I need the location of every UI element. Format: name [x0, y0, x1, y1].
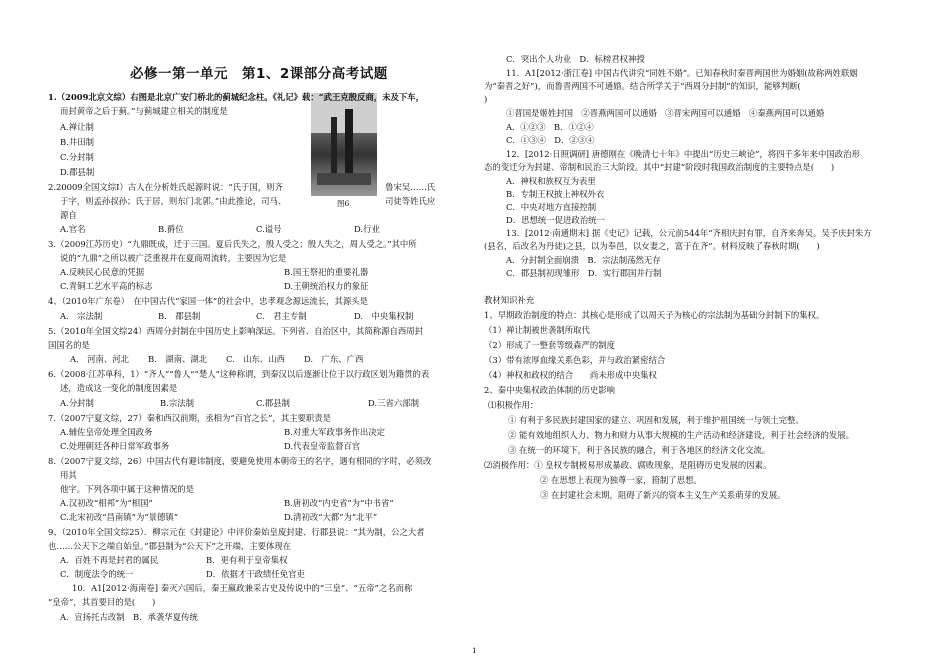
option: B．更有利于皇帝集权: [206, 555, 288, 565]
option: A.禅让制: [60, 122, 94, 132]
question-12-stem: 12．[2012·日照调研] 唐德刚在《晚清七十年》中提出“历史三峡论”，将四千多年来中国政治形: [506, 149, 860, 159]
option: A. 宗法制: [60, 311, 103, 321]
question-2-stem-cont: 鲁宋吴……氏: [385, 182, 436, 192]
option: A. 河南、河北: [70, 354, 129, 364]
supplement-point-1: 1、早期政治制度的特点：其核心是形成了以周天子为核心的宗法制为基础分封制下的集权。: [484, 310, 825, 320]
question-9-stem: 9、（2010年全国文综25）．柳宗元在《封建论》中评价秦始皇废封建、行郡县说：“其为制，公之大者: [48, 527, 425, 537]
option: B. 郡县制: [158, 311, 201, 321]
question-2-stem: 2.20009全国文综Ⅰ）古人在分析姓氏起源时说：“氏于国，则齐: [48, 182, 283, 192]
question-8-stem-3: 他字。下列各项中属于这种情况的是: [60, 484, 194, 494]
supplement-point-1-3: （3）带有浓厚血缘关系色彩，并与政治紧密结合: [484, 355, 666, 365]
option: C.青铜工艺水平高的标志: [60, 281, 153, 291]
option: A．神权和族权互为表里: [506, 176, 596, 186]
option: D.清初改“大都”为“北平”: [284, 512, 378, 522]
question-6-stem-2: 述，造成这一变化的制度因素是: [60, 383, 178, 393]
option: B. 湖南、湖北: [148, 354, 208, 364]
negative-effect-2: ② 在思想上表现为独尊一家，箝制了思想。: [540, 475, 702, 485]
option: B．专制王权披上神权外衣: [506, 189, 605, 199]
option: B.宗法制: [160, 398, 194, 408]
positive-effect-1: ① 有利于多民族封建国家的建立、巩固和发展，利于维护祖国统一与领土完整。: [508, 415, 804, 425]
option: C.谥号: [256, 224, 282, 234]
photo-caption: 图6: [337, 199, 350, 208]
option: D.郡县制: [60, 167, 95, 177]
question-12-stem-2: 态的变迁分为封建、帝制和民治三大阶段。其中“封建”阶段时我国政治制度的主要特点是( ): [484, 162, 835, 172]
negative-effects: ⑵消极作用：① 皇权专制极易形成暴政、腐败现象，是阻碍历史发展的因素。: [484, 460, 772, 470]
supplement-point-2: 2、秦中央集权政治体制的历史影响: [484, 385, 615, 395]
option: C．中央对地方直接控制: [506, 202, 597, 212]
question-7-stem: 7.（2007宁夏文综，27）秦和西汉前期，丞相为“百官之长”，其主要职责是: [48, 413, 332, 423]
question-13-stem: 13．[2012·南通期末] 据《史记》记载，公元前544年“齐相庆封有罪，自齐来奔吴。吴予庆封朱方: [506, 228, 872, 238]
question-4-options: [60, 310, 452, 323]
option: D．依据才干政绩任免官吏: [206, 569, 305, 579]
question-5-stem-2: 国国名的是: [48, 340, 90, 350]
question-1-stem-2: 而封黄帝之后于蓟。”与蓟城建立相关的制度是: [60, 106, 228, 116]
question-8-stem-2: 用其: [60, 470, 77, 480]
question-2-stem-2: 于字，则孟孙叔孙；氏于居，则东门北郭。”由此推论，司马、: [60, 196, 287, 206]
question-11-options: A．①②③ B．①②④: [506, 122, 594, 132]
option: A.辅佐皇帝处理全国政务: [60, 427, 153, 437]
question-2-options: [60, 223, 452, 236]
negative-effect-3: ③ 在封建社会末期，阻碍了新兴的资本主义生产关系萌芽的发展。: [540, 490, 786, 500]
option: A.分封制: [60, 398, 94, 408]
option: D.王朝统治权力的象征: [284, 281, 369, 291]
option: B.对重大军政事务作出决定: [284, 427, 385, 437]
option: D．思想统一促进政治统一: [506, 215, 605, 225]
option: D.三省六部制: [368, 398, 419, 408]
question-13-options: A．分封制全面崩溃 B．宗法制荡然无存: [506, 255, 661, 265]
question-5-options: [70, 353, 382, 366]
positive-effect-3: ③ 在统一的环境下，利于各民族的融合，利于各地区的经济文化交流。: [508, 445, 771, 455]
question-10-stem-2: “皇帝”，其首要目的是( ): [48, 597, 156, 607]
option: B.唐初改“内史省”为“中书省”: [284, 498, 394, 508]
option: D. 广东、广西: [304, 354, 364, 364]
question-8-stem: 8.（2007宁夏文综，26）中国古代有避讳制度，要避免使用本朝帝王的名字，遇有相同的字时，必须改: [48, 456, 432, 466]
option: D.行业: [354, 224, 380, 234]
option: A.汉初改“相邦”为“相国”: [60, 498, 153, 508]
question-2-stem-3: 源自: [60, 210, 77, 220]
supplement-point-1-4: （4）神权和政权的结合 尚未形成中央集权: [484, 370, 657, 380]
option: D. 中央集权制: [354, 311, 414, 321]
question-9-stem-2: 也……公天下之端自始皇。”郡县制为“公天下”之开端，主要体现在: [48, 541, 292, 551]
question-1-stem: 1.（2009北京文综）右图是北京广安门桥北的蓟城纪念柱。《礼记》载：“武王克殷反商，未及下车，: [48, 92, 425, 102]
supplement-point-1-1: （1）禅让制被世袭制所取代: [484, 325, 590, 335]
question-10-options-cont: C．突出个人功业 D．标榜君权神授: [506, 54, 645, 64]
positive-effect-2: ② 能有效地组织人力、物力和财力从事大规模的生产活动和经济建设，利于社会经济的发展。: [508, 430, 855, 440]
question-3-stem-2: 说的“九鼎”之所以被广泛重视并在夏商周流转，主要因为它是: [60, 253, 287, 263]
option: D.代表皇帝监督百官: [284, 441, 361, 451]
option: C．制度法令的统一: [60, 569, 134, 579]
option: A．百姓不再是封君的属民: [60, 555, 159, 565]
memorial-pillar-photo: [311, 93, 377, 196]
supplement-title: 教材知识补充: [484, 295, 535, 305]
question-13-stem-2: (县名，后改名为丹徒)之县，以为奉邑，以女妻之，富于在齐”。材料反映了春秋时期( ): [484, 241, 820, 251]
question-10-stem: 10．A1[2012·海南卷] 秦灭六国后，秦王嬴政兼采古史及传说中的“三皇”、“五帝”之名而称: [72, 583, 413, 593]
question-11-stem-3: ): [484, 94, 488, 104]
question-11-items: ①晋国是姬姓封国 ②晋燕两国可以通婚 ③晋宋两国可以通婚 ④秦燕两国可以通婚: [506, 108, 825, 118]
supplement-point-1-2: （2）形成了一整套等级森严的制度: [484, 340, 615, 350]
page-title: 必修一第一单元 第1、2课部分高考试题: [130, 66, 388, 82]
option: C.郡县制: [256, 398, 290, 408]
question-2-stem-2-cont: 司徒等姓氏应: [385, 196, 436, 206]
question-10-options: A．宣扬托古改制 B．承袭华夏传统: [60, 612, 198, 622]
option: B.井田制: [60, 137, 94, 147]
question-4-stem: 4、（2010年广东卷） 在中国古代“家国一体”的社会中，忠孝观念源远流长，其源头是: [48, 296, 368, 306]
option: A.反映民心民意的凭据: [60, 267, 145, 277]
question-11-stem-2: 为“秦晋之好”)，而鲁晋两国不可通婚。结合所学关于“西周分封制”的知识，能够判断(: [484, 81, 801, 91]
option: C.分封制: [60, 152, 94, 162]
option: A.官名: [60, 224, 86, 234]
positive-effects-heading: ⑴积极作用：: [488, 400, 539, 410]
page-number: 1: [472, 646, 477, 655]
option: B.国王祭祀的重要礼器: [284, 267, 369, 277]
question-13-options-2: C．郡县制初现雏形 D．实行郡国并行制: [506, 268, 662, 278]
option: C.处理朝廷各种日常军政事务: [60, 441, 170, 451]
option: C. 山东、山西: [226, 354, 286, 364]
option: B.爵位: [158, 224, 184, 234]
option: C. 君主专制: [256, 311, 307, 321]
question-11-stem: 11．A1[2012·浙江卷] 中国古代讲究“同姓不婚”。已知春秋时秦晋两国世为婚姻(故称两姓联姻: [506, 68, 858, 78]
question-5-stem: 5.（2010年全国文综24）西周分封制在中国历史上影响深远。下列省、自治区中，其简称源自西周封: [48, 326, 423, 336]
question-3-stem: 3.（2009江苏历史）“九鼎既成，迁于三国。夏后氏失之，殷人受之；殷人失之，周人受之。”其中所: [48, 239, 417, 249]
question-11-options-2: C．①③④ D．②③④: [506, 135, 595, 145]
question-6-stem: 6.（2008·江苏单科，1）“齐人”“鲁人”“楚人”这种称谓，到秦汉以后逐渐让位于以行政区划为籍贯的表: [48, 369, 430, 379]
option: C.北宋初改“昌南镇”为“景德镇”: [60, 512, 179, 522]
